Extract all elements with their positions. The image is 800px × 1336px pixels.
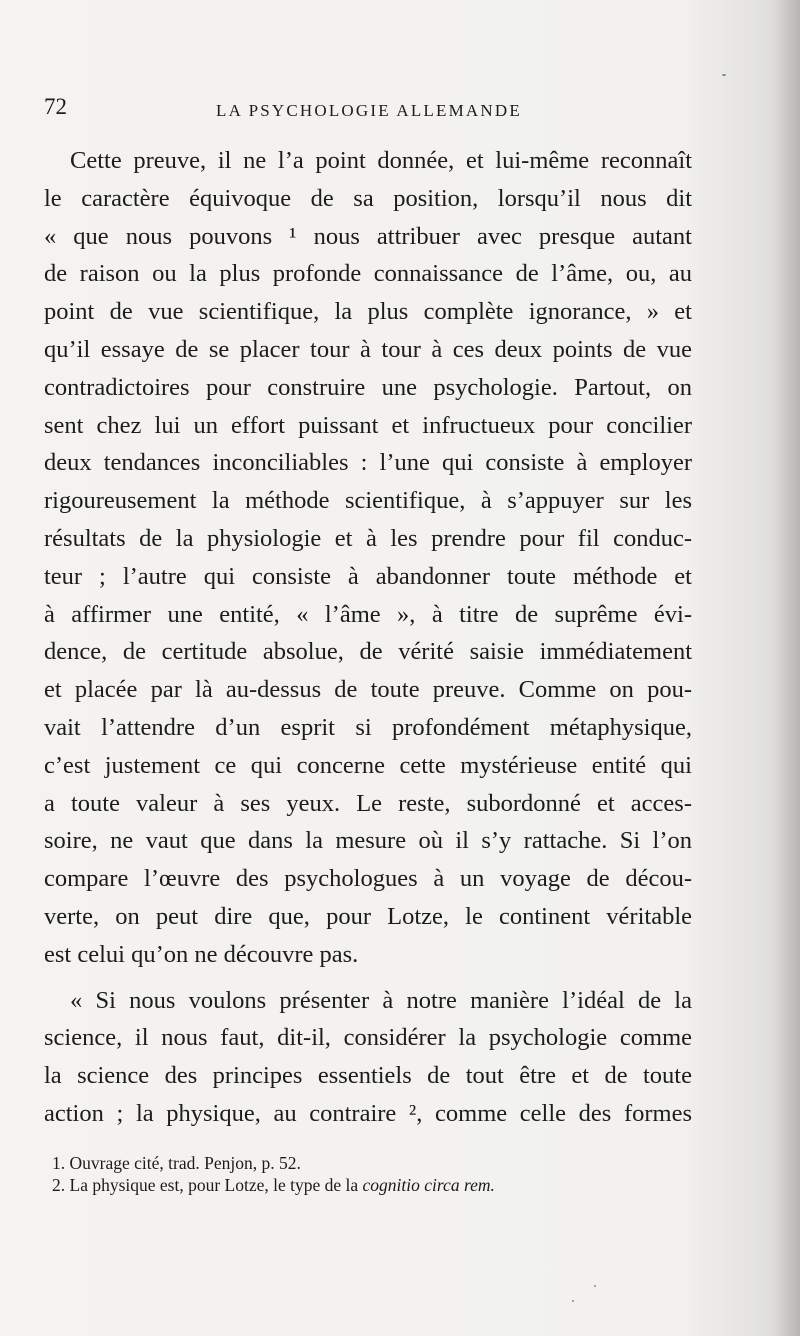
paragraph-2	[44, 982, 692, 1133]
text-line: compare l’œuvre des psychologues à un voyage de décou-	[44, 865, 692, 893]
text-line: « que nous pouvons ¹ nous attribuer avec presque autant	[44, 222, 692, 250]
text-line: est celui qu’on ne découvre pas.	[44, 940, 359, 968]
paragraph-gap	[44, 974, 692, 982]
text-line: et placée par là au-dessus de toute preuve. Comme on pou-	[44, 676, 692, 704]
text-line: le caractère équivoque de sa position, lorsqu’il nous dit	[44, 184, 692, 212]
text-line: c’est justement ce qui concerne cette mystérieuse entité qui	[44, 751, 692, 779]
text-line: de raison ou la plus profonde connaissance de l’âme, ou, au	[44, 260, 692, 288]
footnote-2	[52, 1174, 652, 1196]
paper-speck	[572, 1300, 574, 1302]
text-line: « Si nous voulons présenter à notre manière l’idéal de la	[70, 986, 692, 1014]
paper-speck	[722, 74, 726, 76]
footnote-2-italic: cognitio circa rem.	[362, 1175, 495, 1195]
body-text	[44, 142, 692, 1133]
text-line: qu’il essaye de se placer tour à tour à ces deux points de vue	[44, 335, 692, 363]
text-line: à affirmer une entité, « l’âme », à titre de suprême évi-	[44, 600, 692, 628]
text-line: contradictoires pour construire une psychologie. Partout, on	[44, 373, 692, 401]
footnote-1: 1. Ouvrage cité, trad. Penjon, p. 52.	[52, 1153, 301, 1173]
page-number: 72	[44, 94, 67, 119]
paper-speck	[594, 1285, 596, 1287]
text-line: soire, ne vaut que dans la mesure où il s’y rattache. Si l’on	[44, 827, 692, 855]
page-header	[44, 92, 704, 132]
paragraph-1	[44, 142, 692, 974]
text-line: vait l’attendre d’un esprit si profondément métaphysique,	[44, 713, 692, 741]
footnote-2-text: 2. La physique est, pour Lotze, le type de la	[52, 1175, 363, 1195]
text-line: Cette preuve, il ne l’a point donnée, et lui-même reconnaît	[70, 147, 692, 174]
running-title: LA PSYCHOLOGIE ALLEMANDE	[216, 101, 522, 120]
text-line: action ; la physique, au contraire ², comme celle des formes	[44, 1099, 692, 1127]
text-line: deux tendances inconciliables : l’une qui consiste à employer	[44, 449, 692, 477]
text-line: teur ; l’autre qui consiste à abandonner toute méthode et	[44, 562, 692, 590]
page-edge-shadow	[774, 0, 800, 1336]
text-line: a toute valeur à ses yeux. Le reste, subordonné et acces-	[44, 789, 692, 817]
text-line: sent chez lui un effort puissant et infructueux pour concilier	[44, 411, 692, 439]
text-line: dence, de certitude absolue, de vérité saisie immédiatement	[44, 638, 692, 666]
text-line: point de vue scientifique, la plus complète ignorance, » et	[44, 298, 692, 326]
text-line: science, il nous faut, dit-il, considérer la psychologie comme	[44, 1024, 692, 1052]
text-line: verte, on peut dire que, pour Lotze, le continent véritable	[44, 902, 692, 930]
text-line: rigoureusement la méthode scientifique, à s’appuyer sur les	[44, 487, 692, 515]
text-line: résultats de la physiologie et à les prendre pour fil conduc-	[44, 524, 692, 552]
text-line: la science des principes essentiels de tout être et de toute	[44, 1062, 692, 1090]
footnotes	[52, 1152, 652, 1196]
